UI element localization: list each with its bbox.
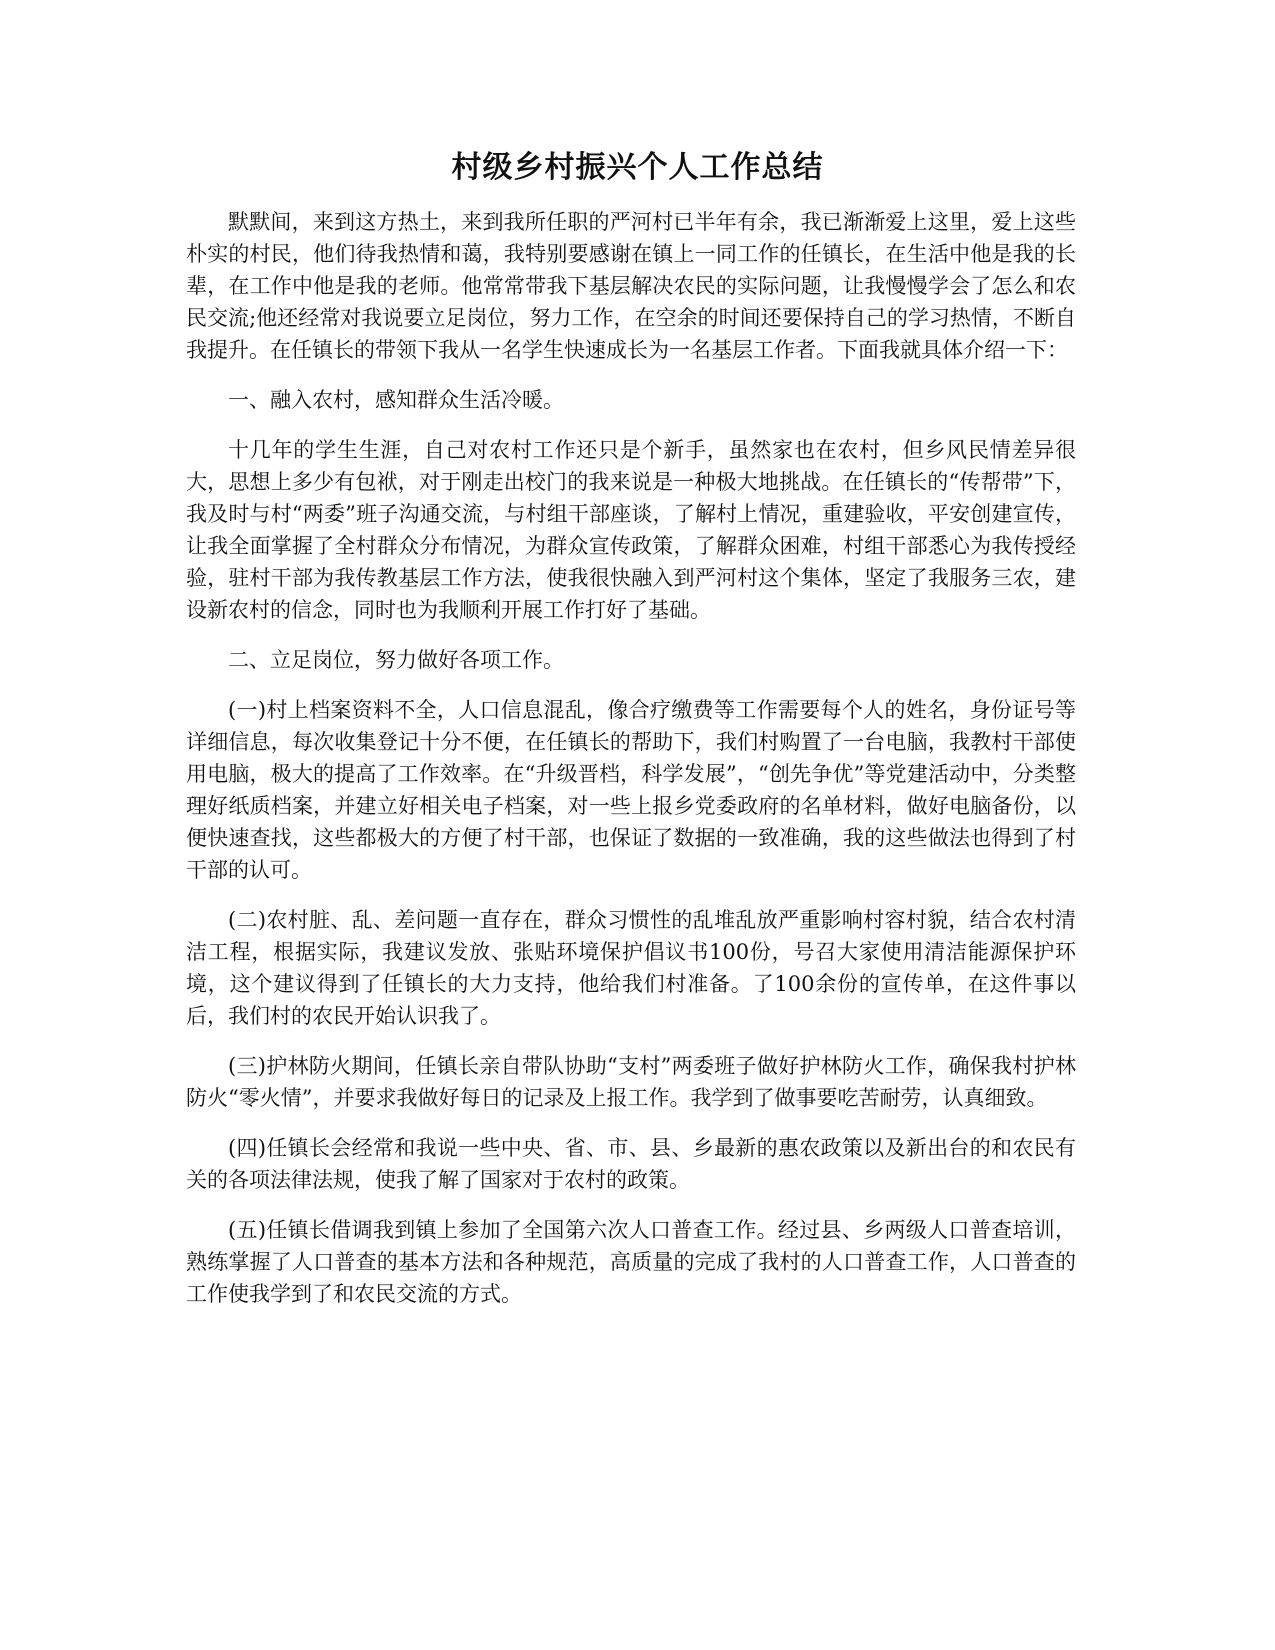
paragraph-item-1: (一)村上档案资料不全，人口信息混乱，像合疗缴费等工作需要每个人的姓名，身份证号等详细信息，每次收集登记十分不便，在任镇长的帮助下，我们村购置了一台电脑，我教村干部使用电脑，极大的提高了工作效率。在“升级晋档，科学发展”，“创先争优”等党建活动中，分类整理好纸质档案，并建立好相关电子档案，对一些上报乡党委政府的名单材料，做好电脑备份，以便快速查找，这些都极大的方便了村干部，也保证了数据的一致准确，我的这些做法也得到了村干部的认可。	[186, 698, 1076, 882]
paragraph-section-1: 十几年的学生生涯，自己对农村工作还只是个新手，虽然家也在农村，但乡风民情差异很大，思想上多少有包袱，对于刚走出校门的我来说是一种极大地挑战。在任镇长的“传帮带”下，我及时与村“两委”班子沟通交流，与村组干部座谈，了解村上情况，重建验收，平安创建宣传，让我全面掌握了全村群众分布情况，为群众宣传政策，了解群众困难，村组干部悉心为我传授经验，驻村干部为我传教基层工作方法，使我很快融入到严河村这个集体，坚定了我服务三农，建设新农村的信念，同时也为我顺利开展工作打好了基础。	[186, 438, 1076, 622]
document-body	[186, 206, 1076, 1328]
paragraph-item-4: (四)任镇长会经常和我说一些中央、省、市、县、乡最新的惠农政策以及新出台的和农民有关的各项法律法规，使我了解了国家对于农村的政策。	[186, 1136, 1076, 1192]
paragraph-item-5: (五)任镇长借调我到镇上参加了全国第六次人口普查工作。经过县、乡两级人口普查培训，熟练掌握了人口普查的基本方法和各种规范，高质量的完成了我村的人口普查工作，人口普查的工作使我学到了和农民交流的方式。	[186, 1218, 1076, 1306]
paragraph-item-3: (三)护林防火期间，任镇长亲自带队协助“支村”两委班子做好护林防火工作，确保我村护林防火“零火情”，并要求我做好每日的记录及上报工作。我学到了做事要吃苦耐劳，认真细致。	[186, 1054, 1076, 1110]
paragraph-intro: 默默间，来到这方热土，来到我所任职的严河村已半年有余，我已渐渐爱上这里，爱上这些朴实的村民，他们待我热情和蔼，我特别要感谢在镇上一同工作的任镇长，在生活中他是我的长辈，在工作中他是我的老师。他常常带我下基层解决农民的实际问题，让我慢慢学会了怎么和农民交流;他还经常对我说要立足岗位，努力工作，在空余的时间还要保持自己的学习热情，不断自我提升。在任镇长的带领下我从一名学生快速成长为一名基层工作者。下面我就具体介绍一下：	[186, 210, 1076, 362]
paragraph-item-2: (二)农村脏、乱、差问题一直存在，群众习惯性的乱堆乱放严重影响村容村貌，结合农村清洁工程，根据实际，我建议发放、张贴环境保护倡议书100份，号召大家使用清洁能源保护环境，这个建议得到了任镇长的大力支持，他给我们村准备。了100余份的宣传单，在这件事以后，我们村的农民开始认识我了。	[186, 908, 1076, 1028]
document-title: 村级乡村振兴个人工作总结	[451, 150, 824, 185]
section-heading-2: 二、立足岗位，努力做好各项工作。	[228, 648, 564, 672]
section-heading-1: 一、融入农村，感知群众生活冷暖。	[228, 388, 564, 412]
